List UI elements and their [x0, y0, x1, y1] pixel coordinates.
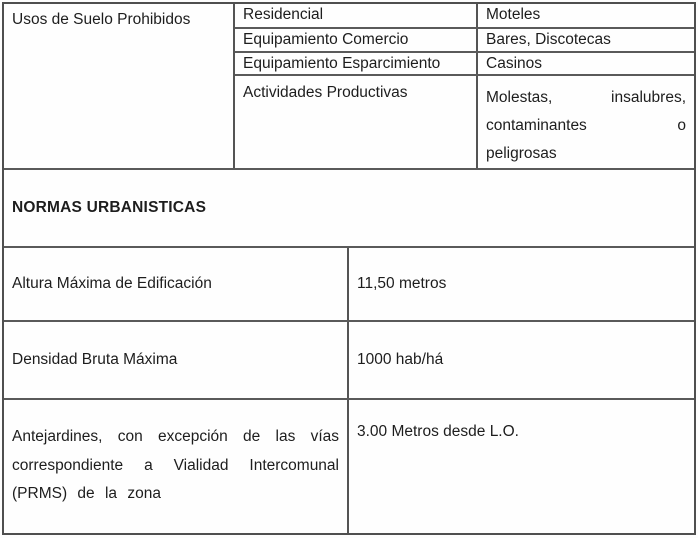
prohibited-uses-header-cell: Usos de Suelo Prohibidos — [4, 4, 235, 168]
table-row — [235, 29, 694, 54]
norm-label-cell: Antejardines, con excepción de las vías correspondiente a Vialidad Intercomunal (PRMS) de la zona — [4, 400, 349, 533]
use-category-cell: Residencial — [235, 4, 478, 27]
use-category-cell: Actividades Productivas — [235, 76, 478, 168]
norm-value-cell: 1000 hab/há — [357, 351, 444, 368]
table-row — [235, 53, 694, 76]
prohibited-uses-section — [4, 4, 694, 168]
use-detail-cell: Moteles — [486, 6, 541, 24]
use-category-cell: Equipamiento Comercio — [235, 29, 478, 52]
norm-label-cell: Densidad Bruta Máxima — [4, 322, 349, 398]
norm-value-cell: 11,50 metros — [357, 275, 447, 292]
table-row — [4, 398, 694, 533]
table-row — [235, 4, 694, 29]
prohibited-uses-rows — [235, 4, 694, 168]
use-category-cell: Equipamiento Esparcimiento — [235, 53, 478, 74]
norm-value-cell: 3.00 Metros desde L.O. — [357, 423, 519, 440]
table-row — [4, 320, 694, 398]
norm-label-cell: Altura Máxima de Edificación — [4, 248, 349, 320]
section-header: NORMAS URBANISTICAS — [4, 168, 694, 246]
use-detail-cell: Bares, Discotecas — [486, 30, 611, 48]
use-detail-cell: Casinos — [486, 54, 542, 72]
table-row — [235, 76, 694, 168]
table-row — [4, 246, 694, 320]
zoning-table — [2, 2, 696, 535]
use-detail-cell: Molestas, insalubres, contaminantes o peligrosas — [486, 89, 686, 163]
